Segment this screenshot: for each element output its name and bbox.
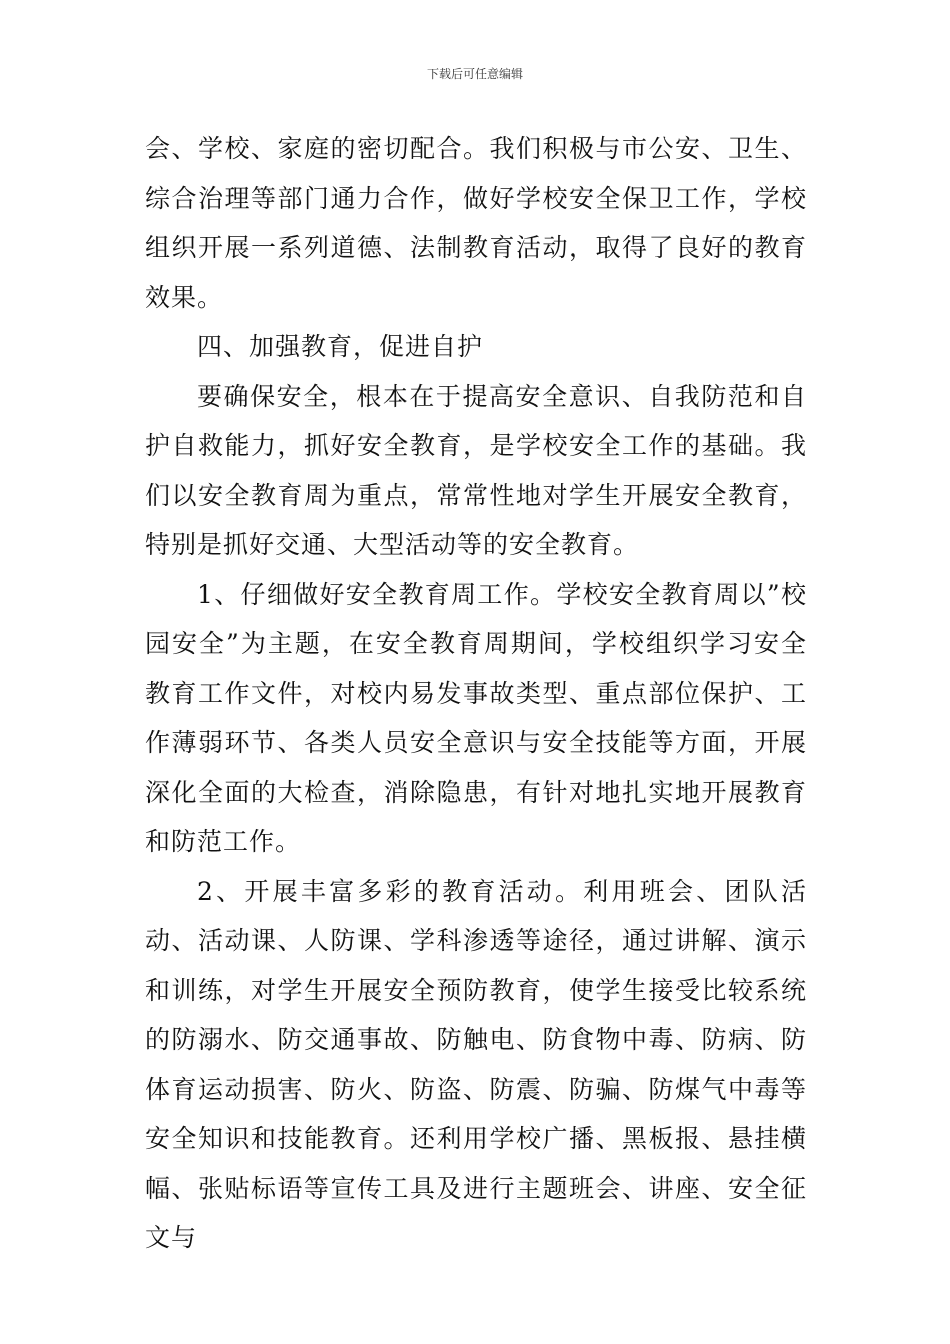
paragraph-continuation: 会、学校、家庭的密切配合。我们积极与市公安、卫生、综合治理等部门通力合作，做好学校安全保卫工作，学校组织开展一系列道德、法制教育活动，取得了良好的教育效果。: [145, 134, 807, 312]
paragraph-item-1: 1、仔细做好安全教育周工作。学校安全教育周以”校园安全”为主题，在安全教育周期间，学校组织学习安全教育工作文件，对校内易发事故类型、重点部位保护、工作薄弱环节、各类人员安全意识与安全技能等方面，开展深化全面的大检查，消除隐患，有针对地扎实地开展教育和防范工作。: [145, 579, 807, 856]
paragraph-item-2: 2、开展丰富多彩的教育活动。利用班会、团队活动、活动课、人防课、学科渗透等途径，通过讲解、演示和训练，对学生开展安全预防教育，使学生接受比较系统的防溺水、防交通事故、防触电、防食物中毒、防病、防体育运动损害、防火、防盗、防震、防骗、防煤气中毒等安全知识和技能教育。还利用学校广播、黑板报、悬挂横幅、张贴标语等宣传工具及进行主题班会、讲座、安全征文与: [145, 876, 807, 1252]
section-heading: 四、加强教育，促进自护: [197, 332, 484, 361]
document-body: [145, 124, 807, 1263]
page-header: 下载后可任意编辑: [426, 67, 523, 81]
paragraph-intro: 要确保安全，根本在于提高安全意识、自我防范和自护自救能力，抓好安全教育，是学校安全工作的基础。我们以安全教育周为重点，常常性地对学生开展安全教育，特别是抓好交通、大型活动等的安全教育。: [145, 381, 807, 559]
